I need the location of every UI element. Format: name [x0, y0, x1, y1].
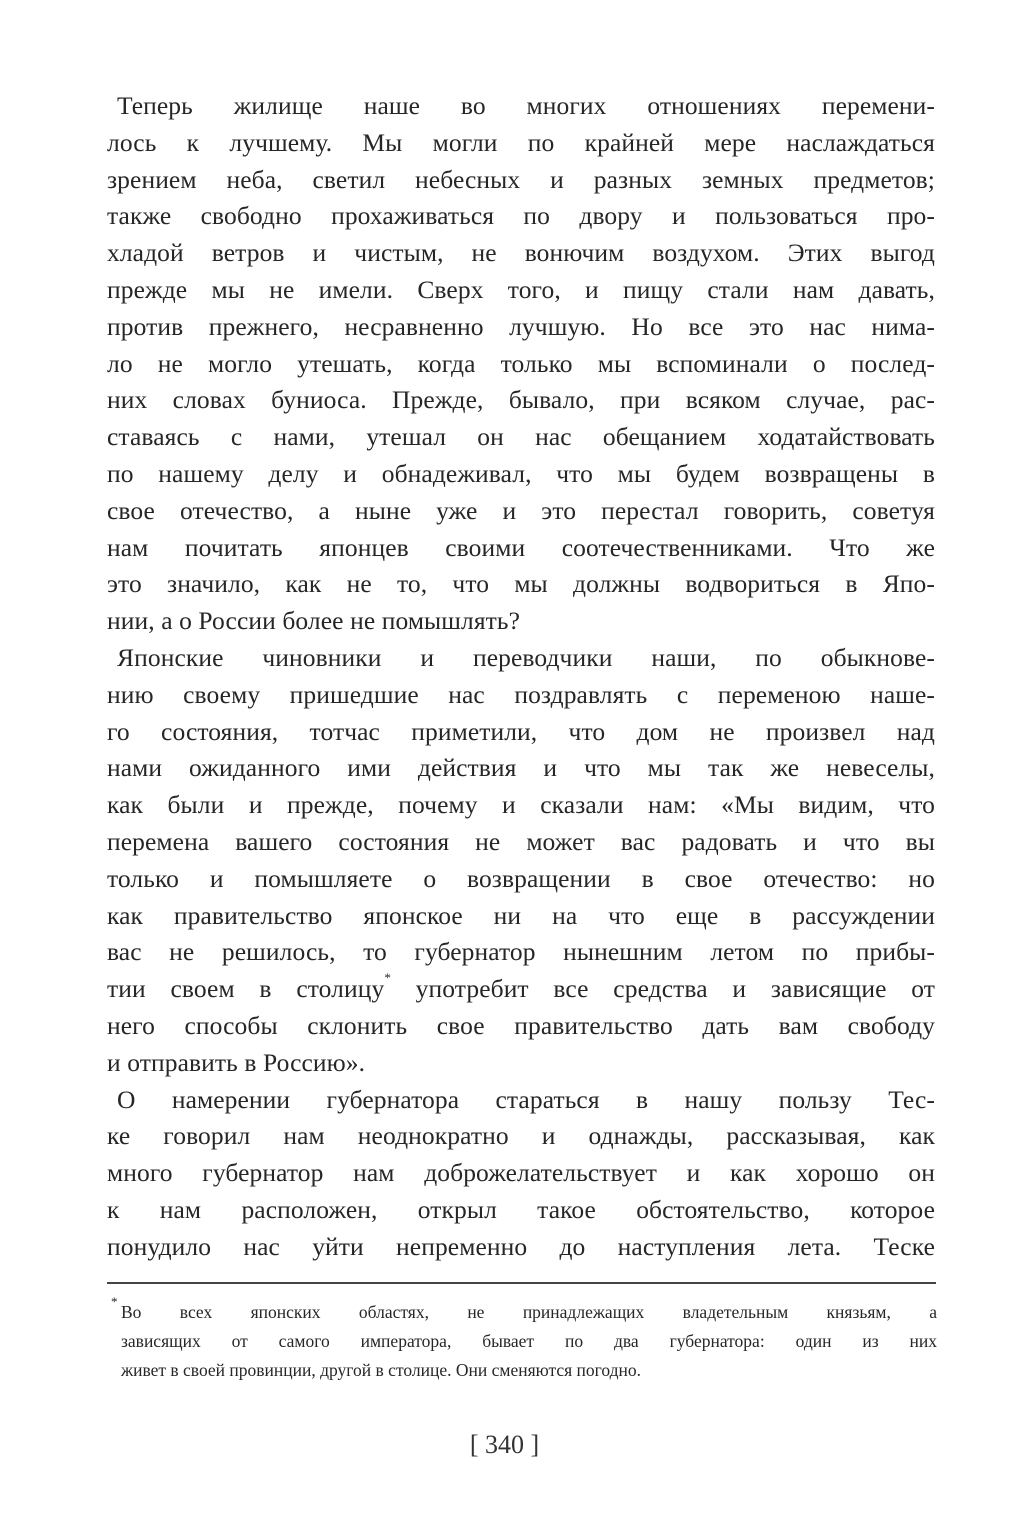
text-line: О намерении губернатора стараться в нашу пользу Тес- [117, 1084, 935, 1114]
text-line: го состояния, тотчас приметили, что дом не произвел над [107, 716, 935, 746]
text-line: также свободно прохаживаться по двору и пользоваться про- [107, 201, 935, 231]
text-line: как были и прежде, почему и сказали нам: «Мы видим, что [107, 790, 935, 820]
footnote-marker: * [111, 1294, 118, 1309]
text-line: и отправить в Россию». [107, 1047, 366, 1077]
text-line: только и помышляете о возвращении в свое отечество: но [107, 863, 935, 893]
text-line: перемена вашего состояния не может вас радовать и что вы [107, 826, 935, 856]
text-line: тии своем в столицу* употребит все средства и зависящие от [107, 970, 935, 1004]
text-line: зрением неба, светил небесных и разных земных предметов; [107, 164, 935, 194]
text-line: Теперь жилище наше во многих отношениях перемени- [117, 91, 935, 120]
text-line: нию своему пришедшие нас поздравлять с переменою наше- [107, 679, 935, 709]
text-line: Японские чиновники и переводчики наши, по обыкнове- [117, 642, 935, 672]
text-line: них словах буниоса. Прежде, бывало, при всяком случае, рас- [107, 385, 935, 415]
text-line: по нашему делу и обнадеживал, что мы будем возвращены в [107, 458, 935, 488]
text-line: ло не могло утешать, когда только мы вспоминали о послед- [107, 348, 935, 378]
paragraph [107, 1082, 935, 1266]
text-line: понудило нас уйти непременно до наступления лета. Теске [107, 1231, 935, 1261]
page-number: [ 340 ] [469, 1430, 540, 1459]
footnote-reference: * [384, 970, 391, 986]
footnote-line: живет в своей провинции, другой в столице. Они сменяются погодно. [121, 1360, 642, 1380]
text-line: свое отечество, а ныне уже и это перестал говорить, советуя [107, 495, 935, 525]
body-text [107, 88, 935, 1266]
text-line: него способы склонить свое правительство дать вам свободу [107, 1010, 935, 1040]
paragraph [107, 88, 935, 640]
text-line: хладой ветров и чистым, не вонючим воздухом. Этих выгод [107, 238, 935, 268]
text-line: вас не решилось, то губернатор нынешним летом по прибы- [107, 937, 935, 967]
footnote-line: зависящих от самого императора, бывает по два губернатора: один из них [121, 1331, 937, 1351]
text-line: ке говорил нам неоднократно и однажды, рассказывая, как [107, 1121, 935, 1151]
paragraph [107, 640, 935, 1082]
text-line: нами ожиданного ими действия и что мы так же невеселы, [107, 753, 935, 783]
text-line: лось к лучшему. Мы могли по крайней мере наслаждаться [107, 127, 935, 157]
footnote [107, 1294, 937, 1385]
text-line: это значило, как не то, что мы должны водвориться в Япо- [107, 569, 935, 599]
text-line: много губернатор нам доброжелательствует и как хорошо он [107, 1158, 935, 1188]
footnote-divider [107, 1282, 936, 1284]
text-line: к нам расположен, открыл такое обстоятельство, которое [107, 1194, 935, 1224]
text-line: прежде мы не имели. Сверх того, и пищу стали нам давать, [107, 274, 935, 304]
footnote-line: Во всех японских областях, не принадлежащих владетельным князьям, а [121, 1302, 937, 1322]
text-line: как правительство японское ни на что еще в рассуждении [107, 900, 935, 930]
text-line: ставаясь с нами, утешал он нас обещанием ходатайствовать [107, 422, 935, 452]
text-line: нам почитать японцев своими соотечественниками. Что же [107, 532, 935, 562]
text-line: против прежнего, несравненно лучшую. Но все это нас нима- [107, 311, 935, 341]
text-line: нии, а о России более не помышлять? [107, 606, 521, 636]
